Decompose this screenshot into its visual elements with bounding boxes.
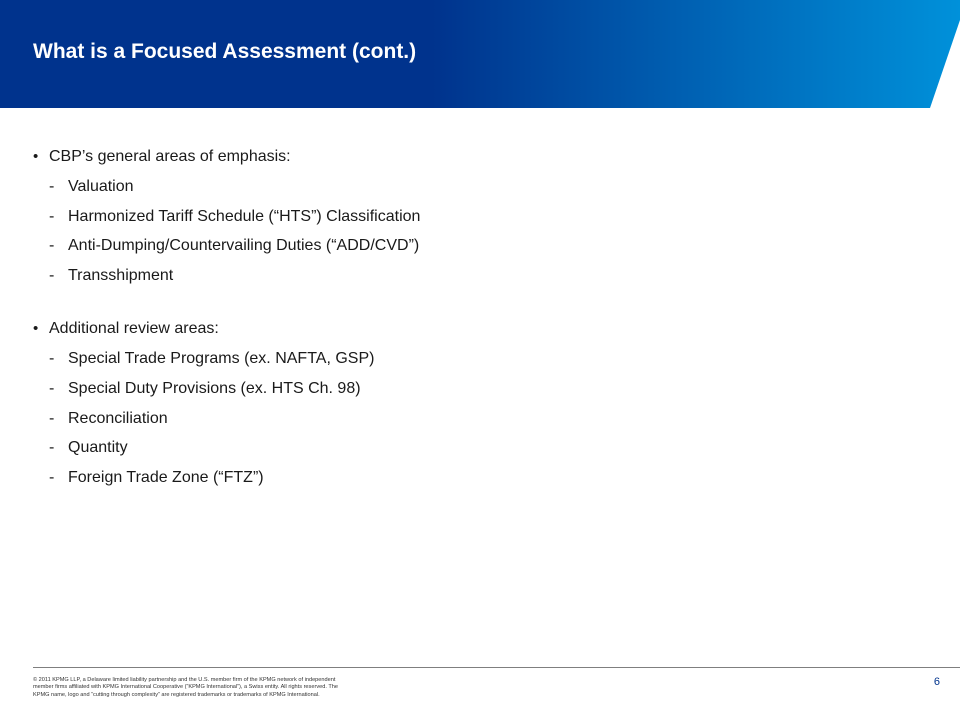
list-item xyxy=(33,178,913,208)
list-item xyxy=(33,237,913,267)
section-additional xyxy=(33,320,913,498)
list-item-text: Harmonized Tariff Schedule (“HTS”) Classification xyxy=(68,207,421,225)
sub-list xyxy=(33,178,913,296)
list-item xyxy=(33,380,913,410)
list-item-text: Special Duty Provisions (ex. HTS Ch. 98) xyxy=(68,379,361,397)
dash-icon: - xyxy=(49,350,55,368)
list-item-text: Transshipment xyxy=(68,266,174,284)
copyright-notice: © 2011 KPMG LLP, a Delaware limited liability partnership and the U.S. member firm of the KPMG network of independent member firms affiliated with KPMG International Cooperative (“KPMG International”), a Swiss entity. All rights reserved. The KPMG name, logo and “cutting through complexity” are registered trademarks or trademarks of KPMG International. xyxy=(33,677,338,698)
list-item xyxy=(33,439,913,469)
page-number: 6 xyxy=(933,676,940,688)
dash-icon: - xyxy=(49,266,55,284)
bullet-item xyxy=(33,148,913,178)
dash-icon: - xyxy=(49,379,55,397)
list-item-text: Reconciliation xyxy=(68,409,168,427)
sub-list xyxy=(33,350,913,498)
list-item xyxy=(33,350,913,380)
list-item xyxy=(33,267,913,297)
bullet-text: Additional review areas: xyxy=(49,320,219,338)
dash-icon: - xyxy=(49,207,55,225)
dash-icon: - xyxy=(49,409,55,427)
bullet-text: CBP’s general areas of emphasis: xyxy=(49,148,291,165)
list-item-text: Quantity xyxy=(68,439,128,457)
list-item-text: Valuation xyxy=(68,178,134,195)
dash-icon: - xyxy=(49,178,55,195)
section-emphasis xyxy=(33,148,913,296)
dash-icon: - xyxy=(49,439,55,457)
footer-divider xyxy=(33,667,960,668)
slide-body xyxy=(33,148,913,498)
list-item xyxy=(33,208,913,238)
bullet-item xyxy=(33,320,913,350)
bullet-icon: • xyxy=(33,320,39,338)
bullet-icon: • xyxy=(33,148,39,165)
list-item-text: Anti-Dumping/Countervailing Duties (“ADD/CVD”) xyxy=(68,237,420,255)
list-item-text: Foreign Trade Zone (“FTZ”) xyxy=(68,468,264,486)
dash-icon: - xyxy=(49,468,55,486)
dash-icon: - xyxy=(49,237,55,255)
list-item-text: Special Trade Programs (ex. NAFTA, GSP) xyxy=(68,350,375,368)
page-title: What is a Focused Assessment (cont.) xyxy=(33,40,417,63)
list-item xyxy=(33,469,913,499)
list-item xyxy=(33,410,913,440)
